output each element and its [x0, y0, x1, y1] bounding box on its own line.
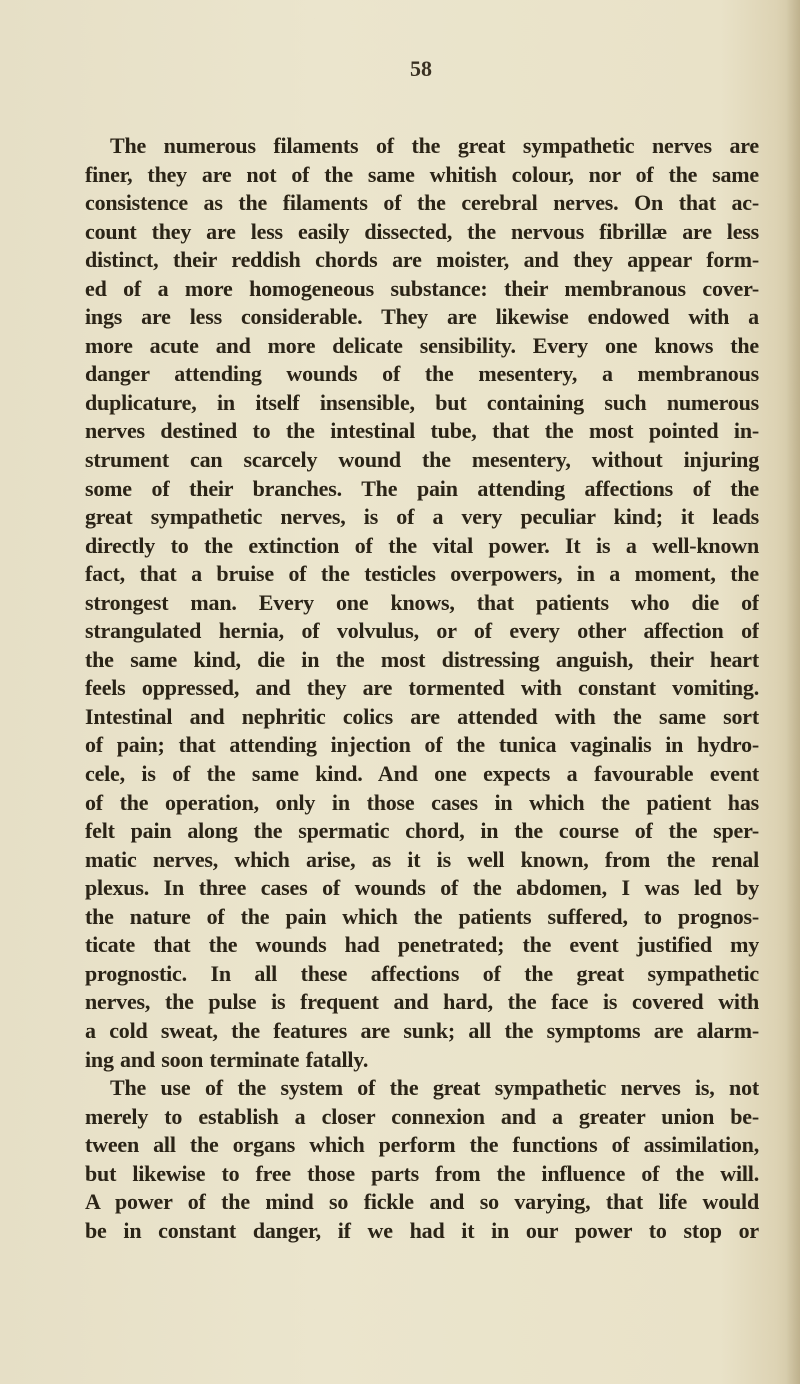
- text-line: A power of the mind so fickle and so varying, that life would: [85, 1189, 759, 1215]
- text-line: ing and soon terminate fatally.: [85, 1046, 369, 1072]
- page-number: 58: [410, 56, 432, 81]
- page-edge-shadow: [786, 0, 800, 1384]
- text-line: be in constant danger, if we had it in our power to stop or: [85, 1217, 759, 1243]
- text-line: nerves destined to the intestinal tube, that the most pointed in-: [85, 418, 759, 444]
- text-line: merely to establish a closer connexion and a greater union be-: [85, 1103, 759, 1129]
- text-line: directly to the extinction of the vital power. It is a well-known: [85, 532, 759, 558]
- text-line: more acute and more delicate sensibility. Every one knows the: [85, 332, 759, 358]
- text-line: strongest man. Every one knows, that patients who die of: [85, 589, 759, 615]
- text-line: the nature of the pain which the patients suffered, to prognos-: [85, 903, 759, 929]
- text-line: ticate that the wounds had penetrated; the event justified my: [85, 932, 759, 958]
- text-line: The numerous filaments of the great sympathetic nerves are: [110, 133, 759, 158]
- text-line: prognostic. In all these affections of the great sympathetic: [85, 960, 759, 986]
- text-line: finer, they are not of the same whitish colour, nor of the same: [85, 161, 759, 187]
- text-line: count they are less easily dissected, the nervous fibrillæ are less: [85, 218, 759, 244]
- text-line: a cold sweat, the features are sunk; all the symptoms are alarm-: [85, 1017, 759, 1043]
- text-line: of the operation, only in those cases in which the patient has: [85, 789, 759, 815]
- text-line: cele, is of the same kind. And one expects a favourable event: [85, 761, 759, 787]
- text-line: consistence as the filaments of the cerebral nerves. On that ac-: [85, 190, 759, 216]
- text-line: but likewise to free those parts from the influence of the will.: [85, 1160, 759, 1186]
- text-line: distinct, their reddish chords are moister, and they appear form-: [85, 247, 759, 273]
- body-text: [85, 132, 759, 1245]
- text-line: Intestinal and nephritic colics are attended with the same sort: [85, 703, 759, 729]
- text-line: nerves, the pulse is frequent and hard, the face is covered with: [85, 989, 759, 1015]
- text-line: some of their branches. The pain attending affections of the: [85, 475, 759, 501]
- text-line: The use of the system of the great sympathetic nerves is, not: [110, 1075, 759, 1101]
- paragraph: [85, 132, 759, 1074]
- text-line: ed of a more homogeneous substance: their membranous cover-: [85, 275, 759, 301]
- paragraph: [85, 1074, 759, 1245]
- text-line: strument can scarcely wound the mesentery, without injuring: [85, 447, 759, 473]
- text-line: strangulated hernia, of volvulus, or of every other affection of: [85, 618, 759, 644]
- text-line: duplicature, in itself insensible, but containing such numerous: [85, 389, 759, 415]
- text-line: plexus. In three cases of wounds of the abdomen, I was led by: [85, 875, 759, 901]
- text-line: felt pain along the spermatic chord, in the course of the sper-: [85, 818, 759, 844]
- text-line: tween all the organs which perform the functions of assimilation,: [85, 1132, 759, 1158]
- text-line: feels oppressed, and they are tormented with constant vomiting.: [85, 675, 759, 701]
- text-line: the same kind, die in the most distressing anguish, their heart: [85, 646, 759, 672]
- text-line: fact, that a bruise of the testicles overpowers, in a moment, the: [85, 561, 759, 587]
- text-line: ings are less considerable. They are likewise endowed with a: [85, 304, 759, 330]
- text-line: great sympathetic nerves, is of a very peculiar kind; it leads: [85, 504, 759, 530]
- text-line: danger attending wounds of the mesentery, a membranous: [85, 361, 759, 387]
- text-line: of pain; that attending injection of the tunica vaginalis in hydro-: [85, 732, 759, 758]
- text-line: matic nerves, which arise, as it is well known, from the renal: [85, 846, 759, 872]
